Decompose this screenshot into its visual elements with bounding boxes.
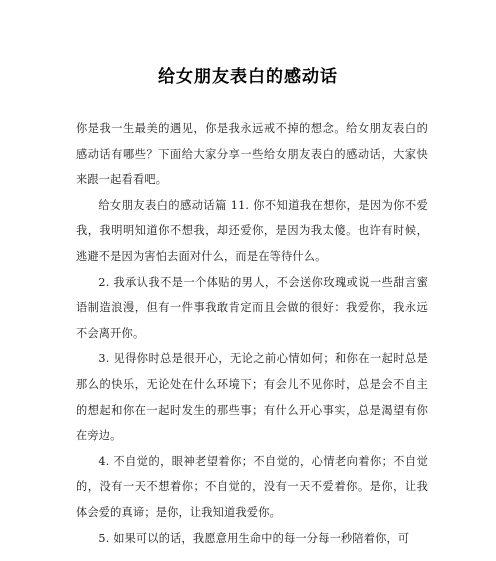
document-body (76, 116, 428, 551)
document-title: 给女朋友表白的感动话 (158, 67, 338, 87)
paragraph-intro: 你是我一生最美的遇见，你是我永远戒不掉的想念。给女朋友表白的感动话有哪些？下面给大家分享一些给女朋友表白的感动话，大家快来跟一起看看吧。 (76, 122, 428, 187)
paragraph-item-4: 4. 不自觉的，眼神老望着你；不自觉的，心情老向着你；不自觉的，没有一天不想着你；不自觉的，没有一天不爱着你。是你，让我体会爱的真谛；是你，让我知道我爱你。 (76, 454, 428, 519)
paragraph-section-1: 给女朋友表白的感动话篇 11. 你不知道我在想你，是因为你不爱我，我明明知道你不想我，却还爱你，是因为我太傻。也许有时候，逃避不是因为害怕去面对什么，而是在等待什么。 (76, 198, 428, 263)
paragraph-item-3: 3. 见得你时总是很开心，无论之前心情如何；和你在一起时总是那么的快乐，无论处在什么环境下；有会儿不见你时，总是会不自主的想起和你在一起时发生的那些事；有什么开心事实，总是渴望有你在旁边。 (76, 352, 428, 443)
paragraph-item-2: 2. 我承认我不是一个体贴的男人，不会送你玫瑰或说一些甜言蜜语制造浪漫，但有一件事我敢肯定而且会做的很好：我爱你，我永远不会离开你。 (76, 275, 428, 340)
paragraph-item-5: 5. 如果可以的话，我愿意用生命中的每一分每一秒陪着你，可 (98, 531, 410, 545)
